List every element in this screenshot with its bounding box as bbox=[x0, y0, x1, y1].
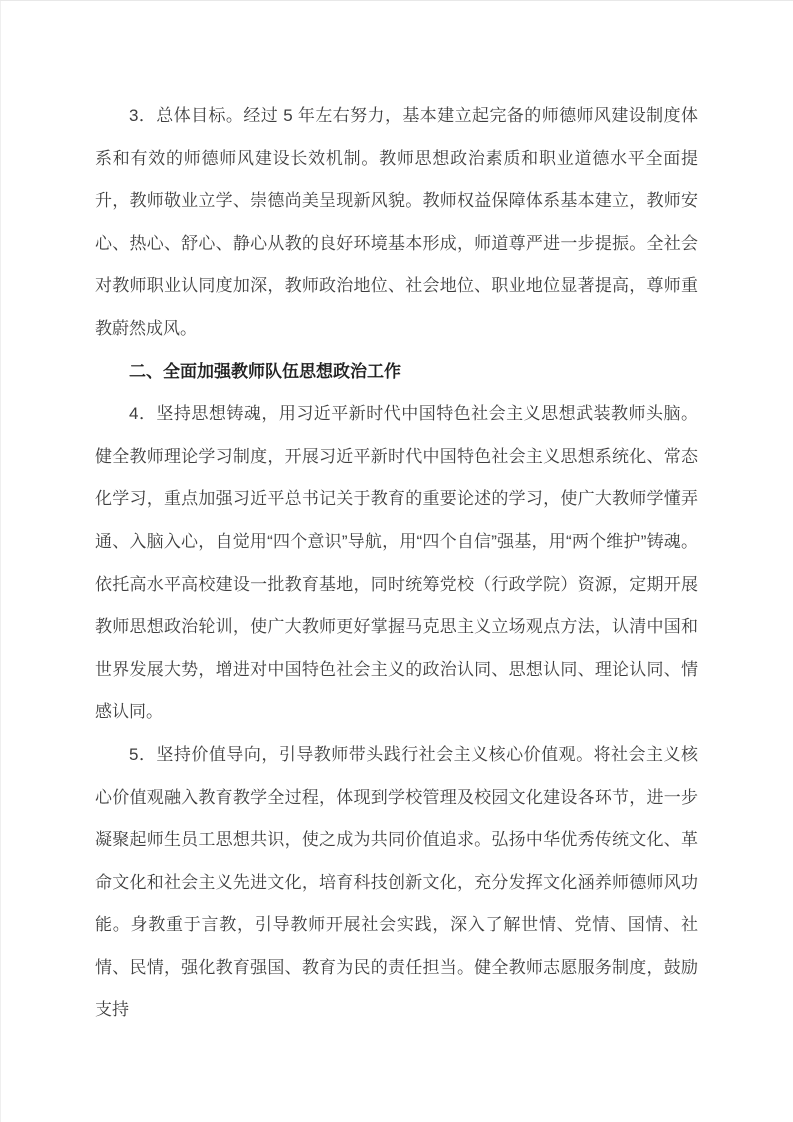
section-heading-2: 二、全面加强教师队伍思想政治工作 bbox=[129, 361, 401, 381]
paragraph-3-overall-goal: 3．总体目标。经过 5 年左右努力，基本建立起完备的师德师风建设制度体系和有效的师德师风建设长效机制。教师思想政治素质和职业道德水平全面提升，教师敬业立学、崇德尚美呈现新风貌。教师权益保障体系基本建立，教师安心、热心、舒心、静心从教的良好环境基本形成，师道尊严进一步提振。全社会对教师职业认同度加深，教师政治地位、社会地位、职业地位显著提高，尊师重教蔚然成风。 bbox=[95, 106, 698, 338]
paragraph-5-value-orientation: 5．坚持价值导向，引导教师带头践行社会主义核心价值观。将社会主义核心价值观融入教育教学全过程，体现到学校管理及校园文化建设各环节，进一步凝聚起师生员工思想共识，使之成为共同价值追求。弘扬中华优秀传统文化、革命文化和社会主义先进文化，培育科技创新文化，充分发挥文化涵养师德师风功能。身教重于言教，引导教师开展社会实践，深入了解世情、党情、国情、社情、民情，强化教育强国、教育为民的责任担当。健全教师志愿服务制度，鼓励支持 bbox=[95, 744, 698, 1020]
paragraph-4-ideological-foundation: 4．坚持思想铸魂，用习近平新时代中国特色社会主义思想武装教师头脑。健全教师理论学习制度，开展习近平新时代中国特色社会主义思想系统化、常态化学习，重点加强习近平总书记关于教育的重要论述的学习，使广大教师学懂弄通、入脑入心，自觉用“四个意识”导航，用“四个自信”强基，用“两个维护”铸魂。依托高水平高校建设一批教育基地，同时统筹党校（行政学院）资源，定期开展教师思想政治轮训，使广大教师更好掌握马克思主义立场观点方法，认清中国和世界发展大势，增进对中国特色社会主义的政治认同、思想认同、理论认同、情感认同。 bbox=[95, 404, 698, 722]
document-body bbox=[95, 95, 698, 1032]
